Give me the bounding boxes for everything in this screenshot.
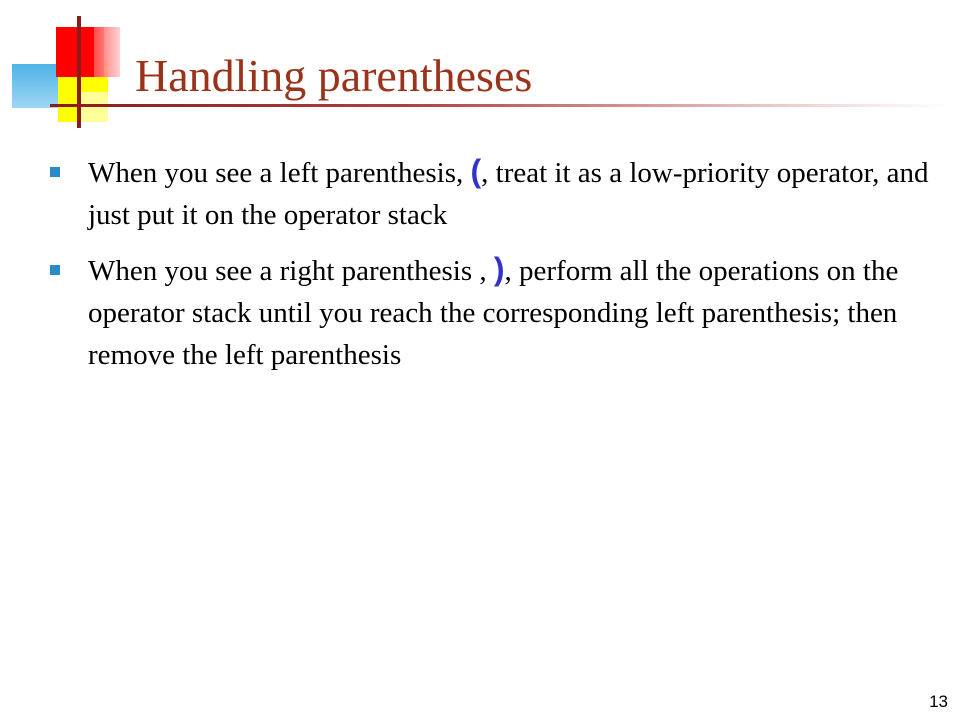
bullet-text-after: , treat it as a low-priority operator, and just put it on the operator stack [88,157,929,231]
bullet-square-icon [50,167,60,177]
bullet-list [50,150,930,388]
bullet-text-before: When you see a right parenthesis , [88,255,494,287]
bullet-square-icon [50,265,60,275]
bullet-item-left-paren [50,150,930,236]
bullet-text-before: When you see a left parenthesis, [88,157,471,189]
decor-vertical-line [77,16,81,128]
bullet-text-after: , perform all the operations on the operator stack until you reach the corresponding left parenthesis; then remove the left parenthesis [88,255,899,371]
left-paren-symbol: ( [470,153,482,189]
decor-yellow-highlight [78,92,108,122]
page-number: 13 [929,692,948,711]
bullet-item-right-paren [50,248,930,376]
slide-title: Handling parentheses [135,50,533,101]
title-underline [50,104,950,107]
decor-red-highlight [94,27,120,77]
right-paren-symbol: ) [493,251,505,287]
